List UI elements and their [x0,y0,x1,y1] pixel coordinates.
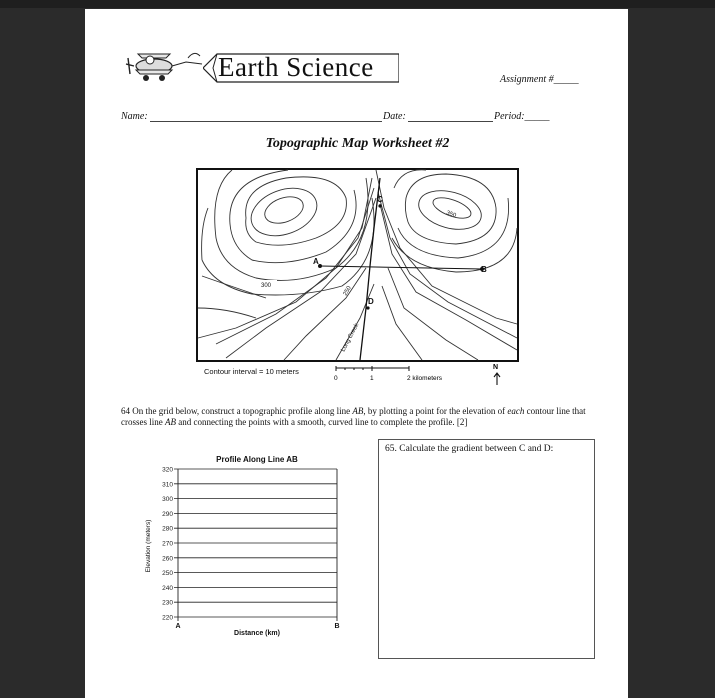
q64-text-3: contour line that crosses line [121,406,586,427]
logo-title: Earth Science [218,52,374,82]
name-field-line[interactable] [150,121,382,122]
question-64 [121,406,591,428]
y-tick-label-240: 240 [162,584,173,592]
point-label-b: B [481,265,487,274]
q64-each: each [507,406,525,416]
worksheet-title: Topographic Map Worksheet #2 [265,136,450,151]
y-tick-label-220: 220 [162,614,173,622]
q64-ab-2: AB [165,417,176,427]
contour-interval-note: Contour interval = 10 meters [204,367,299,376]
y-tick-label-320: 320 [162,466,173,474]
stream-label: Long Creek [340,322,361,353]
q64-text-1: On the grid below, construct a topographic profile along line [130,406,353,416]
point-label-a: A [313,257,319,266]
topographic-map [196,168,519,362]
profile-chart [138,450,358,642]
x-endpoint-a: A [175,623,181,630]
date-field-line[interactable] [408,121,493,122]
assignment-blank: _____ [553,74,579,85]
contour-label-250: 250 [342,285,353,297]
y-tick-label-260: 260 [162,555,173,563]
y-tick-label-280: 280 [162,525,173,533]
period-blank: _____ [524,111,550,122]
airplane-logo [124,44,208,84]
y-tick-label-300: 300 [162,496,173,504]
window-top-bar [0,0,715,8]
date-label: Date: [383,111,406,122]
chart-y-axis-label: Elevation (meters) [145,519,152,573]
contour-label-300: 300 [261,283,272,289]
q64-text-2: , by plotting a point for the elevation of [363,406,508,416]
scale-tick-0: 0 [334,375,338,382]
assignment-label-text: Assignment # [500,74,554,85]
y-tick-label-290: 290 [162,510,173,518]
q64-number: 64 [121,406,130,416]
y-tick-label-250: 250 [162,570,173,578]
period-label-text: Period: [494,111,525,122]
y-tick-label-270: 270 [162,540,173,548]
name-label: Name: [121,111,148,122]
q64-ab-1: AB [352,406,364,416]
q64-text-4: and connecting the points with a smooth, curved line to complete the profile. [2] [176,417,468,427]
chart-x-axis-label: Distance (km) [234,630,280,637]
point-label-c: C [377,195,383,204]
scale-tick-2: 2 kilometers [407,375,443,382]
contour-label-350: 350 [445,210,457,220]
answer-box-65[interactable] [378,439,595,659]
point-label-d: D [368,297,374,306]
y-tick-label-310: 310 [162,481,173,489]
y-tick-label-230: 230 [162,599,173,607]
x-endpoint-b: B [334,623,340,630]
chart-title: Profile Along Line AB [216,455,298,464]
scale-tick-1: 1 [370,375,374,382]
assignment-label [500,74,579,85]
period-label [494,111,550,122]
north-label: N [493,364,499,371]
north-arrow-icon [492,372,502,386]
question-65: 65. Calculate the gradient between C and D: [385,444,554,454]
